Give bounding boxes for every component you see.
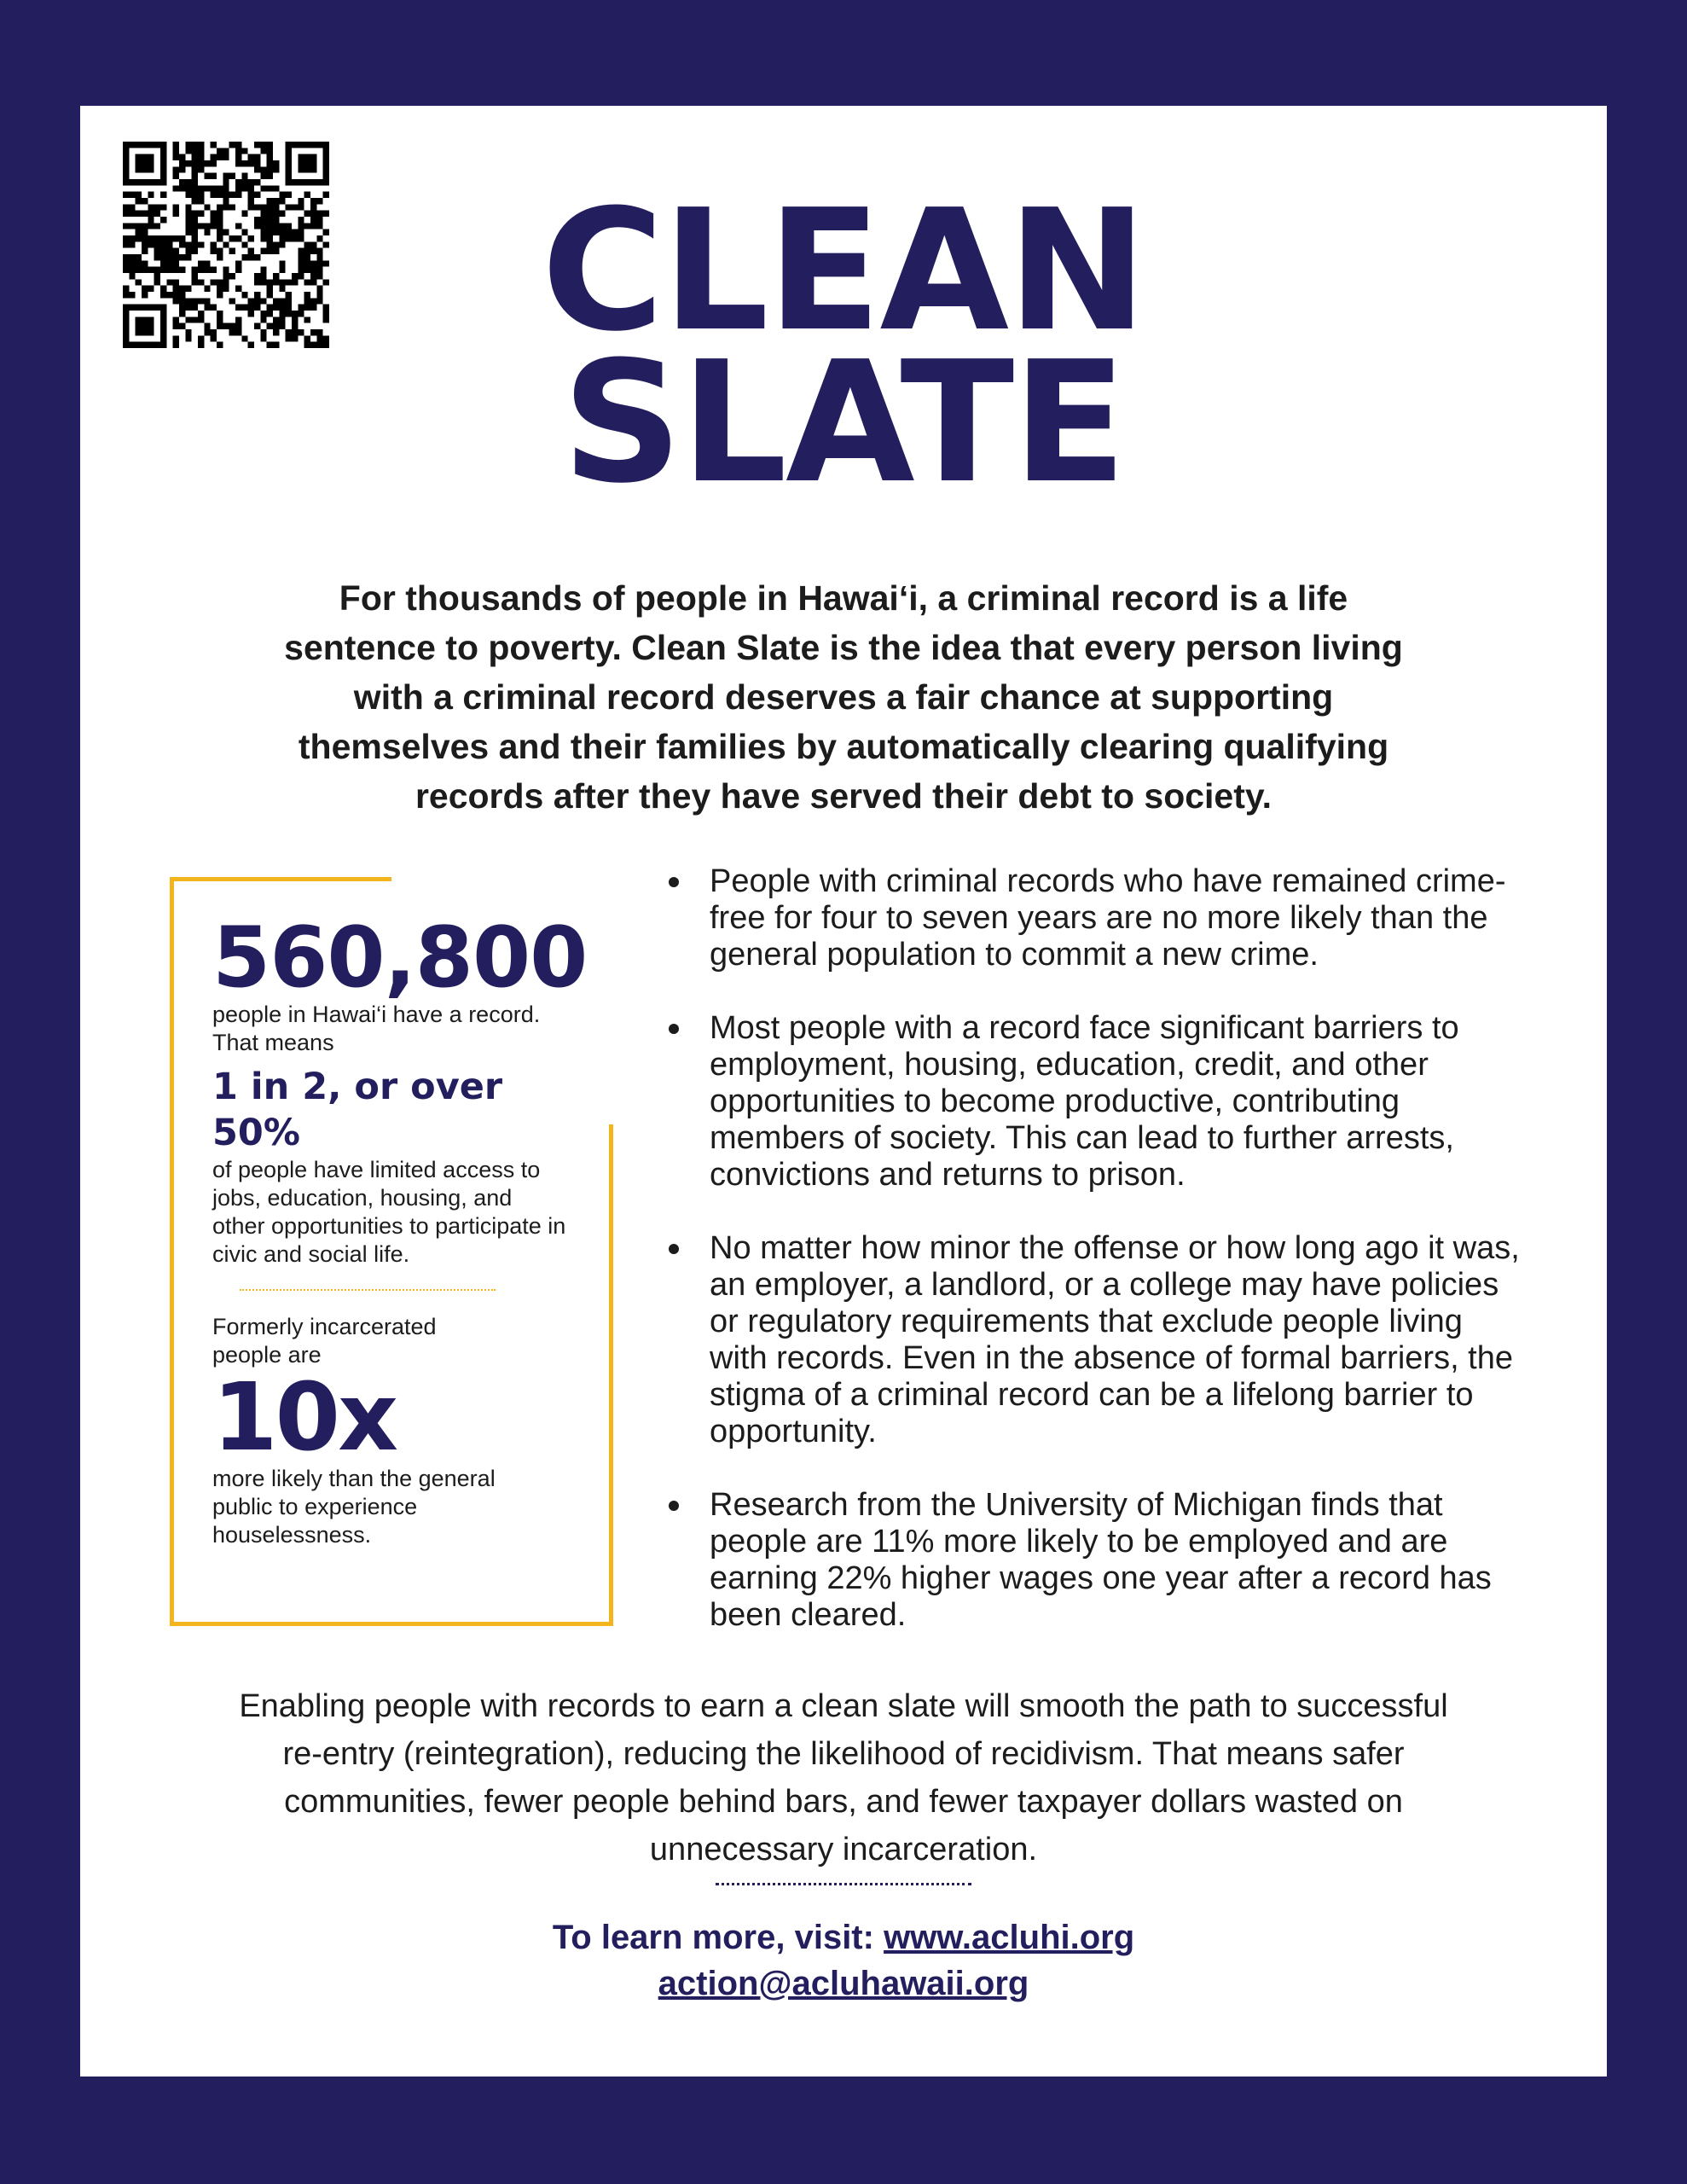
stats-box [170,877,613,1626]
stats-box-border-top [170,877,391,881]
incarcerated-intro: Formerly incarcerated people are [212,1314,437,1368]
ratio-stat: 1 in 2, or over 50% [212,1066,503,1154]
list-item-text: Research from the University of Michigan finds that people are 11% more likely to be employed and are earning 22% higher wages one year after a record has been cleared. [710,1487,1492,1633]
email-link[interactable]: action@acluhawaii.org [658,1965,1029,2002]
page-title [80,174,1607,520]
bullet-icon [669,1501,679,1511]
list-item-text: People with criminal records who have remained crime-free for four to seven years are no more likely than the general population to commit a new crime. [710,863,1506,973]
footer-divider [716,1883,971,1885]
stats-box-border-bottom [170,1622,613,1626]
title-line-1: CLEAN [541,174,1146,369]
learn-more-label: To learn more, visit: [552,1919,884,1956]
multiplier-stat: 10x [212,1362,397,1472]
email-line [80,1960,1607,2007]
stats-content [212,909,596,1549]
website-link[interactable]: www.acluhi.org [884,1919,1135,1956]
intro-paragraph: For thousands of people in Hawai‘i, a criminal record is a life sentence to poverty. Clean Slate is the idea that every person living with a criminal record deserves a fair chance at supporting themselves and their families by automatically clearing qualifying records after they have served their debt to society. [284,578,1403,816]
bullet-icon [669,1024,679,1034]
list-item [669,1487,1522,1634]
stats-box-border-left [170,877,174,1626]
list-item-text: Most people with a record face significant barriers to employment, housing, education, credit, and other opportunities to become productive, contributing members of society. This can lead to further arrests, convictions and returns to prison. [710,1010,1459,1193]
record-count: 560,800 [212,909,588,1007]
multiplier-caption: more likely than the general public to experience houselessness. [212,1466,496,1548]
closing-paragraph: Enabling people with records to earn a clean slate will smooth the path to successful re-entry (reintegration), reducing the likelihood of recidivism. That means safer communities, fewer people behind bars, and fewer taxpayer dollars wasted on unnecessary incarceration. [239,1688,1448,1867]
list-item-text: No matter how minor the offense or how long ago it was, an employer, a landlord, or a college may have policies or regulatory requirements that exclude people living with records. Even in the absence of formal barriers, the stigma of a criminal record can be a lifelong barrier to opportunity. [710,1230,1520,1449]
record-count-caption: people in Hawai‘i have a record. That means [212,1002,541,1055]
ratio-caption: of people have limited access to jobs, education, housing, and other opportunities to participate in civic and social life. [212,1157,566,1267]
flyer-page [80,106,1607,2077]
list-item [669,863,1522,973]
facts-list [669,863,1522,1670]
bullet-icon [669,1244,679,1254]
bullet-icon [669,877,679,887]
contact-section [80,1914,1607,2007]
stats-box-border-right [609,1124,613,1626]
stats-divider [240,1289,496,1291]
list-item [669,1010,1522,1194]
title-line-2: SLATE [561,326,1126,520]
list-item [669,1230,1522,1450]
learn-more-line [80,1914,1607,1960]
